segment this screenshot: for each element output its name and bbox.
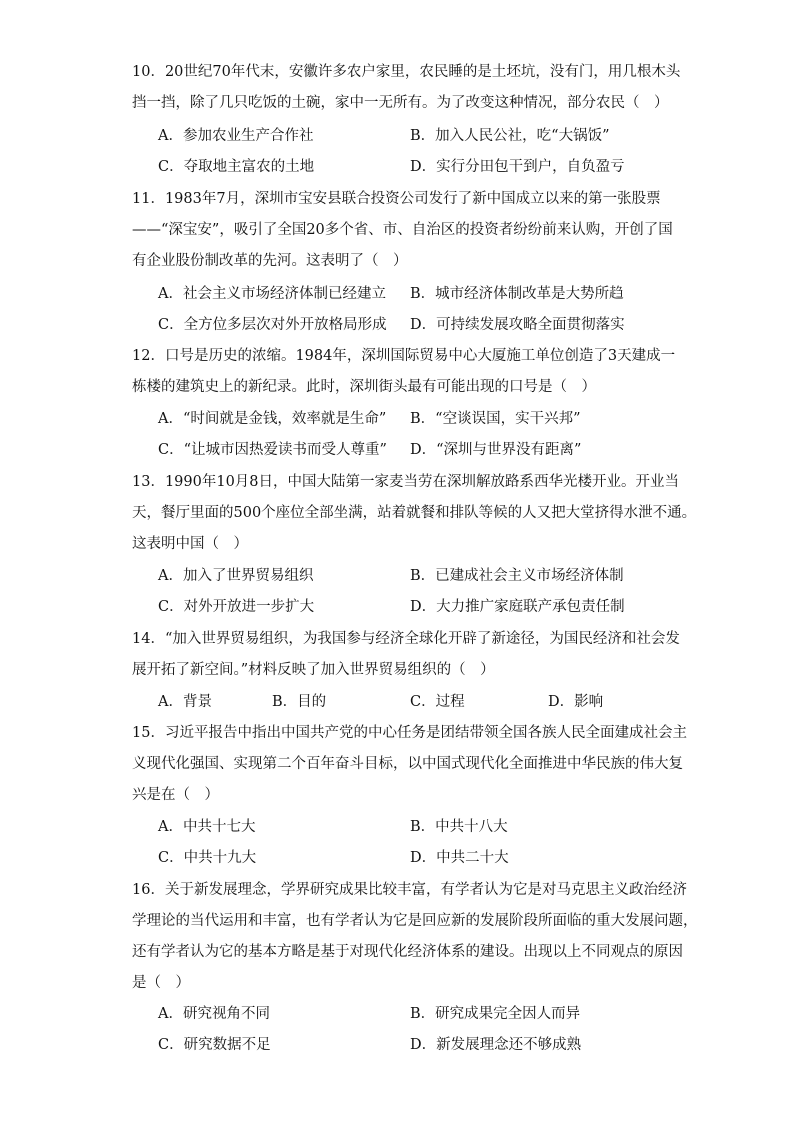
question-15-option-d: D．中共二十大 [410, 850, 509, 866]
question-11-option-d: D．可持续发展攻略全面贯彻落实 [410, 317, 625, 333]
question-11-option-c: C．全方位多层次对外开放格局形成 [158, 317, 387, 333]
question-14-stem-line-2: 展开拓了新空间。”材料反映了加入世界贸易组织的（ ） [132, 662, 495, 678]
question-10-option-d: D．实行分田包干到户，自负盈亏 [410, 159, 625, 175]
question-12-stem-line-2: 栋楼的建筑史上的新纪录。此时，深圳街头最有可能出现的口号是（ ） [132, 379, 596, 395]
question-15-stem-line-2: 义现代化强国、实现第二个百年奋斗目标，以中国式现代化全面推进中华民族的伟大复 [132, 756, 683, 772]
question-11-stem-line-3: 有企业股份制改革的先河。这表明了（ ） [132, 253, 408, 269]
question-16-stem-line-4: 是（ ） [132, 975, 190, 991]
question-16-option-a: A．研究视角不同 [158, 1006, 270, 1022]
question-12-option-d: D．“深圳与世界没有距离” [410, 442, 582, 458]
question-12-option-b: B．“空谈误国，实干兴邦” [410, 411, 581, 427]
question-10-option-a: A．参加农业生产合作社 [158, 128, 314, 144]
question-10-option-b: B．加入人民公社，吃“大锅饭” [410, 128, 610, 144]
question-10-stem-line-2: 挡一挡，除了几只吃饭的土碗，家中一无所有。为了改变这种情况，部分农民（ ） [132, 95, 669, 111]
question-14-option-b: B．目的 [272, 694, 327, 710]
question-16-option-d: D．新发展理念还不够成熟 [410, 1037, 582, 1053]
question-16-stem-line-3: 还有学者认为它的基本方略是基于对现代化经济体系的建设。出现以上不同观点的原因 [132, 944, 683, 960]
question-13-stem-line-2: 天，餐厅里面的500个座位全部坐满，站着就餐和排队等候的人又把大堂挤得水泄不通。 [132, 505, 697, 521]
question-15-option-c: C．中共十九大 [158, 850, 257, 866]
question-14-option-d: D．影响 [548, 694, 604, 710]
question-12-option-c: C．“让城市因热爱读书而受人尊重” [158, 442, 387, 458]
question-15-stem-line-1: 15．习近平报告中指出中国共产党的中心任务是团结带领全国各族人民全面建成社会主 [132, 725, 687, 741]
question-14-option-a: A．背景 [158, 694, 212, 710]
question-16-option-c: C．研究数据不足 [158, 1037, 271, 1053]
question-13-option-b: B．已建成社会主义市场经济体制 [410, 568, 624, 584]
question-16-option-b: B．研究成果完全因人而异 [410, 1006, 581, 1022]
question-11-stem-line-1: 11．1983年7月，深圳市宝安县联合投资公司发行了新中国成立以来的第一张股票 [132, 191, 661, 207]
question-12-option-a: A．“时间就是金钱，效率就是生命” [158, 411, 387, 427]
question-12-stem-line-1: 12．口号是历史的浓缩。1984年，深圳国际贸易中心大厦施工单位创造了3天建成一 [132, 348, 676, 364]
question-16-stem-line-1: 16．关于新发展理念，学界研究成果比较丰富，有学者认为它是对马克思主义政治经济 [132, 882, 687, 898]
question-13-stem-line-1: 13．1990年10月8日，中国大陆第一家麦当劳在深圳解放路系西华光楼开业。开业当 [132, 474, 680, 490]
question-15-stem-line-3: 兴是在（ ） [132, 787, 219, 803]
question-11-stem-line-2: ——“深宝安”，吸引了全国20多个省、市、自治区的投资者纷纷前来认购，开创了国 [132, 222, 673, 238]
question-15-option-a: A．中共十七大 [158, 819, 256, 835]
question-14-stem-line-1: 14．“加入世界贸易组织，为我国参与经济全球化开辟了新途径，为国民经济和社会发 [132, 631, 680, 647]
question-10-stem-line-1: 10．20世纪70年代末，安徽许多农户家里，农民睡的是土坯坑，没有门，用几根木头 [132, 64, 681, 80]
question-14-option-c: C．过程 [410, 694, 465, 710]
question-11-option-b: B．城市经济体制改革是大势所趋 [410, 286, 624, 302]
question-15-option-b: B．中共十八大 [410, 819, 508, 835]
question-11-option-a: A．社会主义市场经济体制已经建立 [158, 286, 386, 302]
question-16-stem-line-2: 学理论的当代运用和丰富，也有学者认为它是回应新的发展阶段所面临的重大发展问题， [132, 913, 698, 929]
question-13-option-c: C．对外开放进一步扩大 [158, 599, 315, 615]
question-13-option-d: D．大力推广家庭联产承包责任制 [410, 599, 625, 615]
question-13-stem-line-3: 这表明中国（ ） [132, 536, 248, 552]
question-13-option-a: A．加入了世界贸易组织 [158, 568, 314, 584]
question-10-option-c: C．夺取地主富农的土地 [158, 159, 315, 175]
